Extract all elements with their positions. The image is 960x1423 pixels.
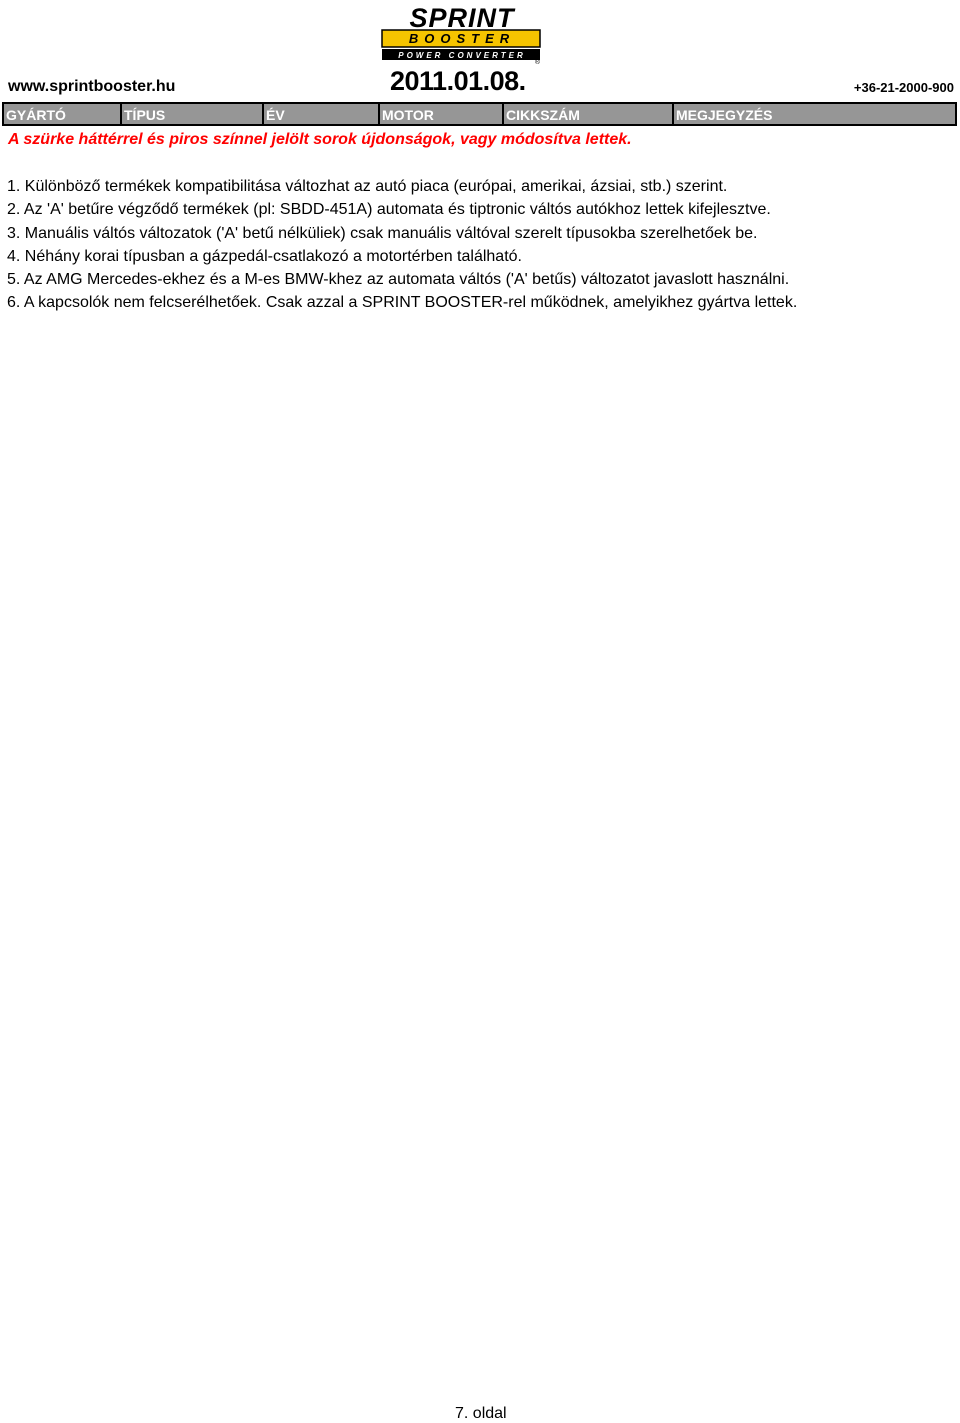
price-list-date: 2011.01.08. [390, 66, 526, 96]
note-item: 5. Az AMG Mercedes-ekhez és a M-es BMW-khez az automata váltós ('A' betűs) változatot javaslott használni. [7, 271, 790, 289]
column-header-remarks: MEGJEGYZÉS [672, 104, 955, 124]
svg-text:®: ® [534, 59, 540, 66]
phone-number: +36-21-2000-900 [853, 80, 954, 95]
notes-list [7, 175, 797, 315]
table-header-row [2, 102, 957, 126]
svg-text:POWER CONVERTER: POWER CONVERTER [398, 51, 526, 60]
svg-text:SPRINT: SPRINT [409, 3, 515, 33]
sprint-booster-logo [380, 2, 544, 66]
note-item: 6. A kapcsolók nem felcserélhetőek. Csak azzal a SPRINT BOOSTER-rel működnek, amelyikhez gyártva lettek. [7, 294, 798, 312]
column-header-year: ÉV [262, 104, 378, 124]
svg-text:BOOSTER: BOOSTER [408, 31, 516, 46]
website-url[interactable]: www.sprintbooster.hu [8, 78, 176, 95]
note-item: 2. Az 'A' betűre végződő termékek (pl: SBDD-451A) automata és tiptronic váltós autókhoz lettek kifejlesztve. [7, 201, 771, 219]
column-header-engine: MOTOR [378, 104, 502, 124]
note-item: 1. Különböző termékek kompatibilitása változhat az autó piaca (európai, amerikai, ázsiai, stb.) szerint. [7, 178, 728, 195]
new-items-notice: A szürke háttérrel és piros színnel jelölt sorok újdonságok, vagy módosítva lettek. [8, 131, 632, 148]
column-header-type: TÍPUS [120, 104, 262, 124]
note-item: 3. Manuális váltós változatok ('A' betű nélküliek) csak manuális váltóval szerelt típusokba szerelhetőek be. [7, 224, 758, 242]
page-number: 7. oldal [455, 1405, 507, 1422]
note-item: 4. Néhány korai típusban a gázpedál-csatlakozó a motortérben található. [7, 247, 522, 265]
column-header-manufacturer: GYÁRTÓ [4, 104, 120, 124]
column-header-part-number: CIKKSZÁM [502, 104, 672, 124]
